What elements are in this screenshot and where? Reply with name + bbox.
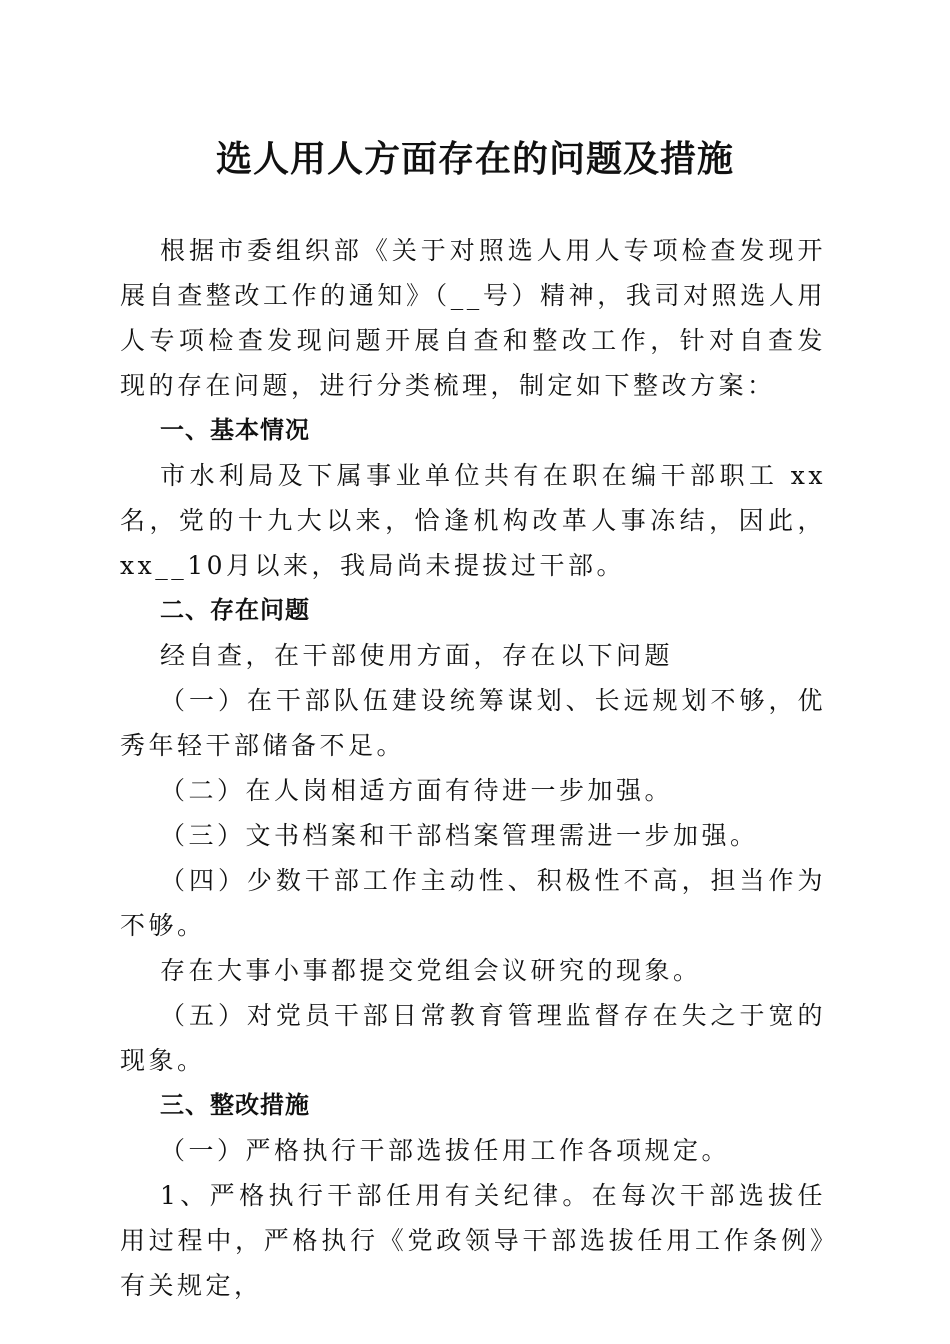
measures-subheading: （一）严格执行干部选拔任用工作各项规定。 bbox=[160, 1136, 731, 1165]
problem-item: （三）文书档案和干部档案管理需进一步加强。 bbox=[160, 821, 759, 850]
problem-item: （五）对党员干部日常教育管理监督存在失之于宽的现象。 bbox=[120, 1001, 826, 1075]
section-heading-basic: 一、基本情况 bbox=[160, 416, 310, 444]
problem-item-continuation: 存在大事小事都提交党组会议研究的现象。 bbox=[160, 956, 702, 985]
section-heading-measures: 三、整改措施 bbox=[160, 1091, 310, 1119]
basic-info-paragraph: 市水利局及下属事业单位共有在职在编干部职工 xx 名，党的十九大以来，恰逢机构改革人事冻结，因此，xx__10月以来，我局尚未提拔过干部。 bbox=[120, 461, 826, 580]
problem-item: （一）在干部队伍建设统筹谋划、长远规划不够，优秀年轻干部储备不足。 bbox=[120, 686, 826, 760]
intro-paragraph: 根据市委组织部《关于对照选人用人专项检查发现开展自查整改工作的通知》（__号）精神，我司对照选人用人专项检查发现问题开展自查和整改工作，针对自查发现的存在问题，进行分类梳理，制定如下整改方案： bbox=[120, 236, 826, 400]
measure-item: 1、严格执行干部任用有关纪律。在每次干部选拔任用过程中，严格执行《党政领导干部选拔任用工作条例》有关规定， bbox=[120, 1181, 826, 1300]
problem-item: （四）少数干部工作主动性、积极性不高，担当作为不够。 bbox=[120, 866, 826, 940]
document-body bbox=[120, 228, 826, 1308]
section-heading-problems: 二、存在问题 bbox=[160, 596, 310, 624]
document-title: 选人用人方面存在的问题及措施 bbox=[215, 138, 734, 180]
problems-lead: 经自查，在干部使用方面，存在以下问题 bbox=[160, 641, 674, 670]
problem-item: （二）在人岗相适方面有待进一步加强。 bbox=[160, 776, 674, 805]
